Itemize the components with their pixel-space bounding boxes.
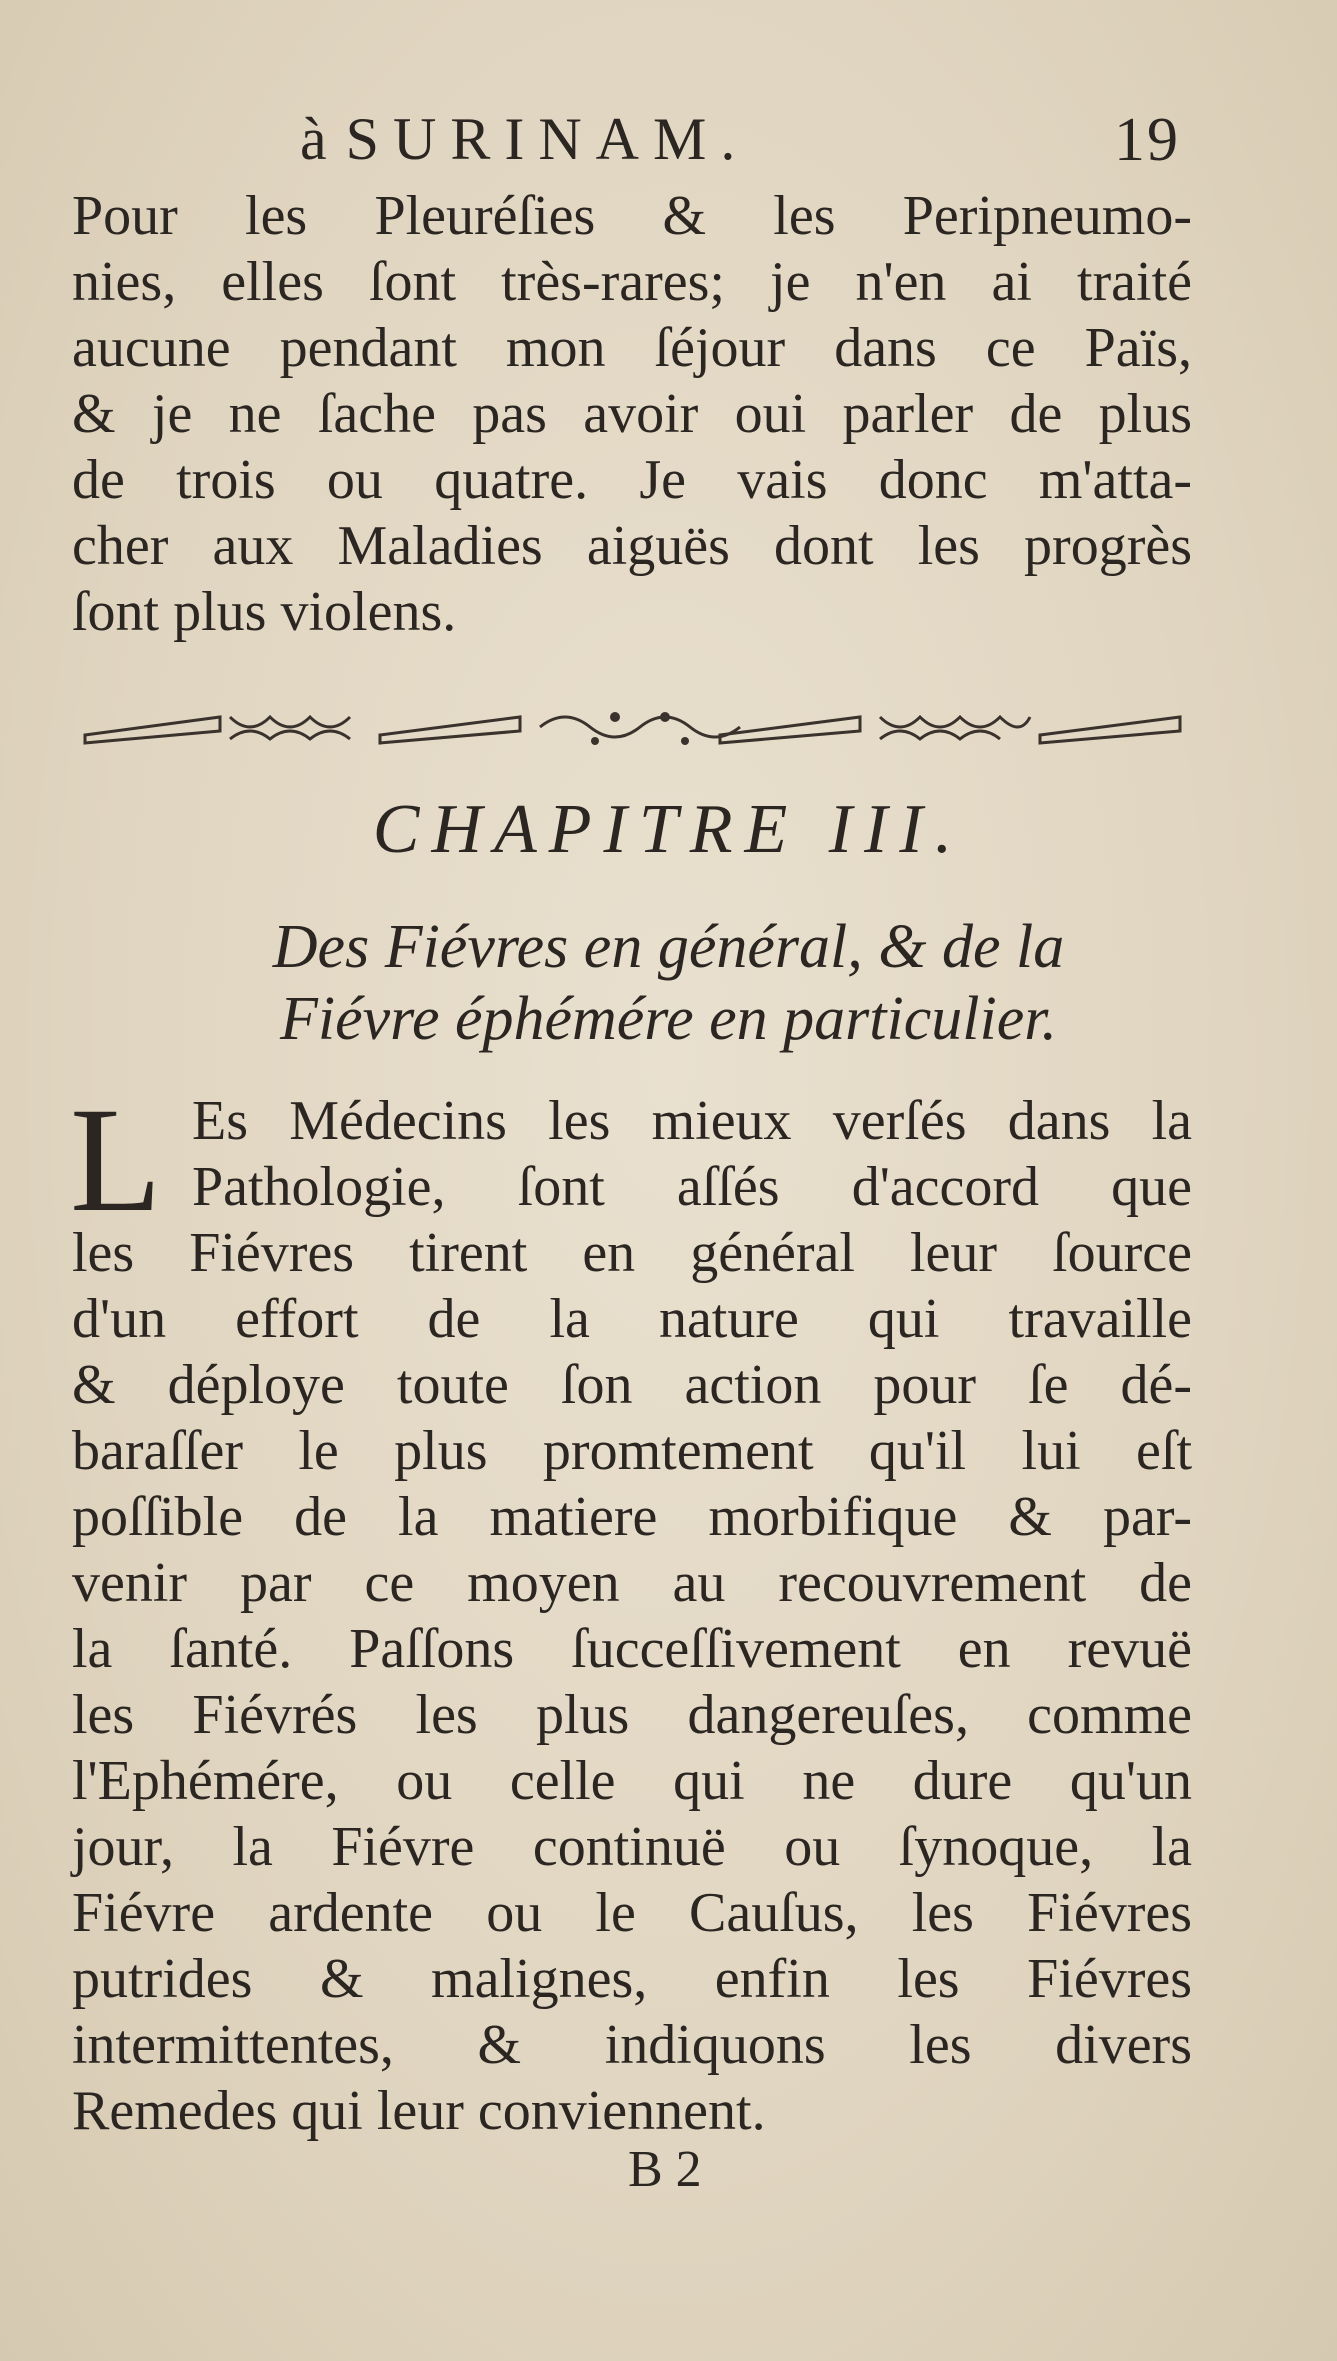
text-line: les Fiévrés les plus dangereuſes, comme	[72, 1684, 1192, 1746]
chapter-subtitle-line-1: Des Fiévres en général, & de la	[272, 913, 1065, 981]
running-title-prefix: à	[300, 106, 346, 172]
text-line: Fiévre ardente ou le Cauſus, les Fiévres	[72, 1882, 1192, 1944]
chapter-heading: CHAPITRE III.	[372, 791, 965, 868]
running-title	[300, 105, 749, 174]
text-line: poſſible de la matiere morbifique & par-	[72, 1486, 1192, 1548]
text-line: Remedes qui leur conviennent.	[72, 2080, 766, 2142]
text-line: Es Médecins les mieux verſés dans la	[192, 1090, 1192, 1152]
text-line: venir par ce moyen au recouvrement de	[72, 1552, 1192, 1614]
page-number: 19	[1114, 106, 1180, 174]
text-line: cher aux Maladies aiguës dont les progrès	[72, 515, 1192, 577]
text-line: baraſſer le plus promtement qu'il lui eſt	[72, 1420, 1192, 1482]
text-line: intermittentes, & indiquons les divers	[72, 2014, 1192, 2076]
text-line: nies, elles ſont très-rares; je n'en ai traité	[72, 251, 1192, 313]
signature-mark: B 2	[628, 2141, 702, 2198]
running-title-text: SURINAM.	[345, 106, 750, 172]
text-line: les Fiévres tirent en général leur ſource	[72, 1222, 1192, 1284]
text-line: & déploye toute ſon action pour ſe dé-	[72, 1354, 1192, 1416]
text-line: Pathologie, ſont aſſés d'accord que	[192, 1156, 1192, 1218]
chapter-subtitle-line-2: Fiévre éphémére en particulier.	[280, 985, 1057, 1053]
text-line: & je ne ſache pas avoir oui parler de plus	[72, 383, 1192, 445]
text-line: de trois ou quatre. Je vais donc m'atta-	[72, 449, 1192, 511]
text-line: ſont plus violens.	[72, 581, 457, 643]
drop-cap: L	[70, 1077, 162, 1243]
text-line: d'un effort de la nature qui travaille	[72, 1288, 1192, 1350]
text-line: Pour les Pleuréſies & les Peripneumo-	[72, 185, 1192, 247]
text-line: putrides & malignes, enfin les Fiévres	[72, 1948, 1192, 2010]
page-header	[300, 105, 1200, 185]
text-line: la ſanté. Paſſons ſucceſſivement en revuë	[72, 1618, 1192, 1680]
text-line: l'Ephémére, ou celle qui ne dure qu'un	[72, 1750, 1192, 1812]
text-line: jour, la Fiévre continuë ou ſynoque, la	[72, 1816, 1192, 1878]
text-line: aucune pendant mon ſéjour dans ce Païs,	[72, 317, 1192, 379]
ornamental-rule	[80, 697, 1190, 753]
